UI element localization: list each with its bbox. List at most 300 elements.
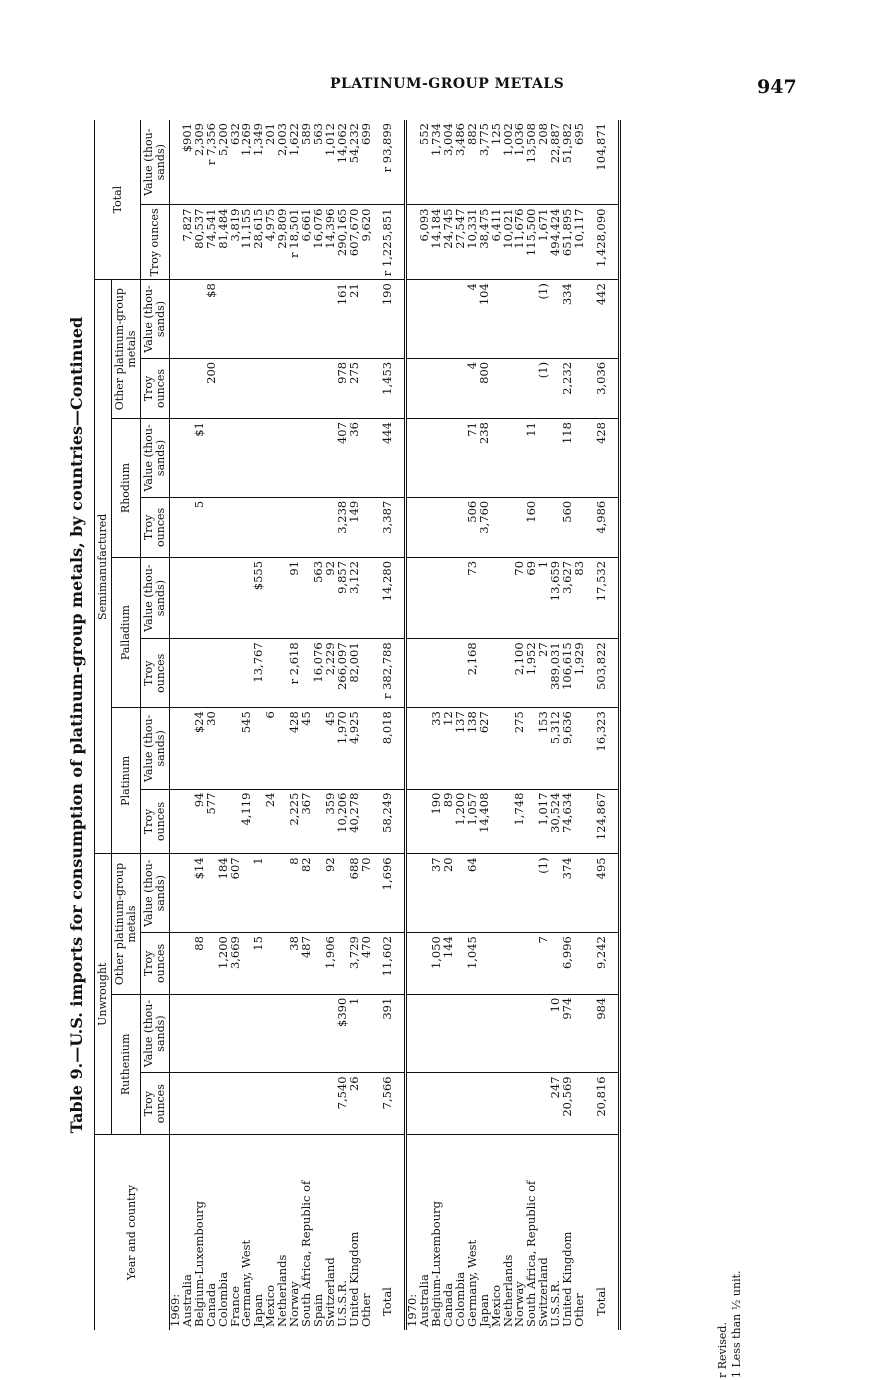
value-cell: [467, 1073, 479, 1135]
value-cell: [361, 419, 373, 498]
value-cell: [313, 358, 325, 418]
value-cell: [253, 280, 265, 359]
value-cell: 4: [467, 358, 479, 418]
value-cell: [361, 708, 373, 789]
country-cell: U.S.S.R.: [334, 1280, 349, 1327]
value-cell: [574, 1073, 586, 1135]
value-cell: 38,475: [479, 205, 491, 280]
value-cell: 13,659: [550, 557, 562, 638]
value-cell: 1,050: [431, 933, 443, 995]
value-cell: 1,017: [538, 789, 550, 854]
country-cell: Colombia: [215, 1271, 230, 1327]
value-cell: 1: [349, 994, 361, 1073]
value-cell: [265, 994, 277, 1073]
value-cell: [313, 994, 325, 1073]
value-cell: [419, 1073, 431, 1135]
value-cell: 20: [443, 854, 455, 933]
value-cell: 29,809: [277, 205, 289, 280]
value-cell: 14,408: [479, 789, 491, 854]
value-cell: 38: [289, 933, 301, 995]
value-cell: [419, 994, 431, 1073]
value-cell: 4,119: [241, 789, 253, 854]
total-value-cell: 444: [372, 419, 405, 498]
value-cell: [503, 419, 515, 498]
value-cell: [241, 497, 253, 557]
value-cell: 2,229: [325, 639, 337, 708]
value-cell: 22,887: [550, 120, 562, 205]
value-cell: 14,396: [325, 205, 337, 280]
total-value-cell: 428: [586, 419, 619, 498]
value-cell: [218, 557, 230, 638]
value-cell: [265, 639, 277, 708]
col-other-pgm-semi: Other platinum-group metals: [112, 280, 141, 419]
unit-troy-ounces: Troy ounces: [141, 205, 170, 280]
value-cell: 54,232: [349, 120, 361, 205]
total-value-cell: r 1,225,851: [372, 205, 405, 280]
value-cell: [182, 358, 194, 418]
value-cell: [277, 419, 289, 498]
value-cell: 69: [526, 557, 538, 638]
value-cell: [361, 1073, 373, 1135]
running-head: PLATINUM-GROUP METALS: [330, 76, 565, 92]
value-cell: [491, 639, 503, 708]
value-cell: [455, 994, 467, 1073]
unit-value-thousands: Value (thou-sands): [141, 419, 170, 498]
total-value-cell: 391: [372, 994, 405, 1073]
value-cell: [289, 994, 301, 1073]
value-cell: [265, 933, 277, 995]
value-cell: 699: [361, 120, 373, 205]
value-cell: [361, 358, 373, 418]
value-cell: [230, 280, 242, 359]
value-cell: 16,076: [313, 205, 325, 280]
value-cell: 24: [265, 789, 277, 854]
value-cell: [431, 639, 443, 708]
value-cell: 8: [289, 854, 301, 933]
value-cell: [301, 1073, 313, 1135]
value-cell: [431, 280, 443, 359]
value-cell: 3,775: [479, 120, 491, 205]
value-cell: [443, 1073, 455, 1135]
value-cell: 149: [349, 497, 361, 557]
country-cell: United Kingdom: [346, 1231, 361, 1327]
unit-value-thousands: Value (thou-sands): [141, 557, 170, 638]
table-row: [218, 120, 230, 1330]
value-cell: 37: [431, 854, 443, 933]
total-value-cell: 16,323: [586, 708, 619, 789]
total-value-cell: 124,867: [586, 789, 619, 854]
value-cell: [182, 557, 194, 638]
value-cell: [491, 497, 503, 557]
value-cell: 13,767: [253, 639, 265, 708]
country-cell: Australia: [417, 1274, 432, 1327]
value-cell: 4,975: [265, 205, 277, 280]
value-cell: 800: [479, 358, 491, 418]
value-cell: 89: [443, 789, 455, 854]
value-cell: 10,331: [467, 205, 479, 280]
value-cell: 1,906: [325, 933, 337, 995]
value-cell: 1,671: [538, 205, 550, 280]
unit-troy-ounces: Troy ounces: [141, 933, 170, 995]
value-cell: [182, 1073, 194, 1135]
value-cell: 1,045: [467, 933, 479, 995]
value-cell: 407: [337, 419, 349, 498]
value-cell: [467, 994, 479, 1073]
col-other-pgm-unwrought: Other platinum-group metals: [112, 854, 141, 994]
value-cell: 27: [538, 639, 550, 708]
value-cell: 2,168: [467, 639, 479, 708]
value-cell: 506: [467, 497, 479, 557]
value-cell: [514, 854, 526, 933]
country-cell: Mexico: [488, 1284, 503, 1327]
value-cell: 184: [218, 854, 230, 933]
value-cell: 1,200: [455, 789, 467, 854]
unit-troy-ounces: Troy ounces: [141, 497, 170, 557]
country-cell: South Africa, Republic of: [298, 1180, 313, 1327]
total-value-cell: 14,280: [372, 557, 405, 638]
value-cell: 1,734: [431, 120, 443, 205]
value-cell: [479, 994, 491, 1073]
value-cell: 6: [265, 708, 277, 789]
value-cell: [491, 708, 503, 789]
total-row: [586, 120, 619, 1330]
country-cell: Spain: [310, 1293, 325, 1327]
value-cell: 15: [253, 933, 265, 995]
value-cell: 470: [361, 933, 373, 995]
value-cell: 4,925: [349, 708, 361, 789]
value-cell: 607,670: [349, 205, 361, 280]
value-cell: 7,540: [337, 1073, 349, 1135]
table-row: [265, 120, 277, 1330]
country-cell: Other: [572, 1293, 586, 1327]
value-cell: 82,001: [349, 639, 361, 708]
value-cell: [443, 994, 455, 1073]
value-cell: [206, 557, 218, 638]
table-row: [349, 120, 361, 1330]
table-row: [574, 120, 586, 1330]
col-ruthenium: Ruthenium: [112, 994, 141, 1134]
value-cell: [491, 933, 503, 995]
value-cell: [206, 994, 218, 1073]
value-cell: 208: [538, 120, 550, 205]
value-cell: 974: [562, 994, 574, 1073]
country-cell: Netherlands: [275, 1254, 290, 1327]
value-cell: [253, 994, 265, 1073]
value-cell: 7,827: [182, 205, 194, 280]
value-cell: [194, 557, 206, 638]
footnote-revised: r Revised.: [716, 1322, 729, 1378]
country-cell: Norway: [512, 1281, 527, 1327]
value-cell: [431, 419, 443, 498]
country-cell: Norway: [287, 1281, 302, 1327]
value-cell: 6,411: [491, 205, 503, 280]
value-cell: [538, 497, 550, 557]
value-cell: [503, 854, 515, 933]
value-cell: 6,661: [301, 205, 313, 280]
value-cell: 607: [230, 854, 242, 933]
value-cell: [253, 358, 265, 418]
value-cell: [313, 280, 325, 359]
value-cell: 28,615: [253, 205, 265, 280]
country-cell: Australia: [179, 1274, 194, 1327]
value-cell: [419, 557, 431, 638]
value-cell: 627: [479, 708, 491, 789]
col-rhodium: Rhodium: [112, 419, 141, 558]
value-cell: 200: [206, 358, 218, 418]
value-cell: 1,952: [526, 639, 538, 708]
value-cell: 577: [206, 789, 218, 854]
value-cell: [491, 358, 503, 418]
value-cell: [230, 1073, 242, 1135]
value-cell: [514, 358, 526, 418]
value-cell: $14: [194, 854, 206, 933]
value-cell: [419, 280, 431, 359]
value-cell: 40,278: [349, 789, 361, 854]
value-cell: [491, 557, 503, 638]
footnote-less-than-half: 1 Less than ½ unit.: [730, 1270, 743, 1378]
value-cell: 20,569: [562, 1073, 574, 1135]
value-cell: [218, 497, 230, 557]
total-value-cell: 1,453: [372, 358, 405, 418]
total-value-cell: r 382,788: [372, 639, 405, 708]
value-cell: [491, 854, 503, 933]
value-cell: [265, 358, 277, 418]
value-cell: 1,200: [218, 933, 230, 995]
value-cell: 11,676: [514, 205, 526, 280]
value-cell: 247: [550, 1073, 562, 1135]
value-cell: [361, 639, 373, 708]
value-cell: [301, 358, 313, 418]
value-cell: 589: [301, 120, 313, 205]
value-cell: [574, 789, 586, 854]
country-cell: Mexico: [263, 1284, 278, 1327]
value-cell: [514, 994, 526, 1073]
value-cell: [206, 419, 218, 498]
unit-value-thousands: Value (thou-sands): [141, 854, 170, 933]
value-cell: 14,062: [337, 120, 349, 205]
value-cell: [313, 419, 325, 498]
value-cell: [361, 789, 373, 854]
value-cell: 104: [479, 280, 491, 359]
value-cell: [253, 497, 265, 557]
country-cell: Switzerland: [322, 1257, 337, 1327]
value-cell: 6,996: [562, 933, 574, 995]
unit-troy-ounces: Troy ounces: [141, 1073, 170, 1135]
total-label: Total: [586, 1135, 619, 1331]
value-cell: [218, 358, 230, 418]
value-cell: [443, 497, 455, 557]
country-cell: Colombia: [452, 1271, 467, 1327]
value-cell: 16,076: [313, 639, 325, 708]
value-cell: 389,031: [550, 639, 562, 708]
value-cell: 10,206: [337, 789, 349, 854]
country-cell: Switzerland: [536, 1257, 551, 1327]
value-cell: 487: [301, 933, 313, 995]
value-cell: [218, 789, 230, 854]
country-cell: Belgium-Luxembourg: [191, 1201, 206, 1327]
country-cell: U.S.S.R.: [548, 1280, 563, 1327]
value-cell: r 18,501: [289, 205, 301, 280]
value-cell: 138: [467, 708, 479, 789]
col-palladium: Palladium: [112, 557, 141, 707]
value-cell: [301, 497, 313, 557]
value-cell: (1): [538, 854, 550, 933]
value-cell: 1: [538, 557, 550, 638]
value-cell: $8: [206, 280, 218, 359]
total-value-cell: 1,696: [372, 854, 405, 933]
value-cell: [301, 419, 313, 498]
value-cell: [289, 419, 301, 498]
value-cell: 275: [349, 358, 361, 418]
value-cell: [526, 1073, 538, 1135]
value-cell: 91: [289, 557, 301, 638]
value-cell: 978: [337, 358, 349, 418]
total-value-cell: 503,822: [586, 639, 619, 708]
value-cell: [313, 1073, 325, 1135]
value-cell: [479, 639, 491, 708]
total-value-cell: 984: [586, 994, 619, 1073]
value-cell: (1): [538, 358, 550, 418]
value-cell: [289, 280, 301, 359]
value-cell: 33: [431, 708, 443, 789]
value-cell: [419, 419, 431, 498]
col-platinum: Platinum: [112, 708, 141, 854]
value-cell: [253, 708, 265, 789]
value-cell: [265, 854, 277, 933]
value-cell: 45: [325, 708, 337, 789]
value-cell: [265, 497, 277, 557]
value-cell: 106,615: [562, 639, 574, 708]
total-value-cell: 20,816: [586, 1073, 619, 1135]
value-cell: [277, 497, 289, 557]
value-cell: 82: [301, 854, 313, 933]
table-row: [241, 120, 253, 1330]
value-cell: 36: [349, 419, 361, 498]
value-cell: 3,627: [562, 557, 574, 638]
total-value-cell: 104,871: [586, 120, 619, 205]
value-cell: 24,745: [443, 205, 455, 280]
value-cell: [514, 1073, 526, 1135]
value-cell: 882: [467, 120, 479, 205]
value-cell: 367: [301, 789, 313, 854]
value-cell: [431, 358, 443, 418]
value-cell: [265, 1073, 277, 1135]
total-value-cell: 17,532: [586, 557, 619, 638]
total-value-cell: 8,018: [372, 708, 405, 789]
total-label: Total: [372, 1135, 405, 1331]
value-cell: [182, 280, 194, 359]
value-cell: 92: [325, 557, 337, 638]
value-cell: 3,669: [230, 933, 242, 995]
value-cell: [361, 497, 373, 557]
value-cell: 71: [467, 419, 479, 498]
value-cell: 5,312: [550, 708, 562, 789]
value-cell: [194, 994, 206, 1073]
value-cell: 2,309: [194, 120, 206, 205]
value-cell: [301, 994, 313, 1073]
value-cell: [503, 497, 515, 557]
value-cell: [230, 358, 242, 418]
value-cell: 266,097: [337, 639, 349, 708]
page-number: 947: [757, 76, 797, 98]
value-cell: [503, 280, 515, 359]
value-cell: [206, 1073, 218, 1135]
value-cell: [574, 497, 586, 557]
country-cell: Belgium-Luxembourg: [429, 1201, 444, 1327]
country-cell: Japan: [251, 1293, 266, 1327]
value-cell: 1,929: [574, 639, 586, 708]
value-cell: 11,155: [241, 205, 253, 280]
value-cell: [491, 1073, 503, 1135]
value-cell: 6,093: [419, 205, 431, 280]
value-cell: 1,002: [503, 120, 515, 205]
value-cell: 1,269: [241, 120, 253, 205]
value-cell: 115,500: [526, 205, 538, 280]
value-cell: 651,895: [562, 205, 574, 280]
value-cell: [443, 557, 455, 638]
value-cell: [241, 419, 253, 498]
value-cell: 3,760: [479, 497, 491, 557]
value-cell: $1: [194, 419, 206, 498]
value-cell: 64: [467, 854, 479, 933]
country-cell: Canada: [203, 1282, 218, 1327]
value-cell: 688: [349, 854, 361, 933]
value-cell: 81,484: [218, 205, 230, 280]
value-cell: 290,165: [337, 205, 349, 280]
total-value-cell: 190: [372, 280, 405, 359]
value-cell: [574, 994, 586, 1073]
total-value-cell: 495: [586, 854, 619, 933]
country-cell: South Africa, Republic of: [524, 1180, 539, 1327]
value-cell: [218, 994, 230, 1073]
value-cell: [443, 639, 455, 708]
value-cell: [289, 1073, 301, 1135]
value-cell: [443, 358, 455, 418]
value-cell: 70: [361, 854, 373, 933]
value-cell: 83: [574, 557, 586, 638]
value-cell: 563: [313, 120, 325, 205]
col-unwrought: Unwrought: [95, 854, 112, 1135]
value-cell: 118: [562, 419, 574, 498]
value-cell: [479, 933, 491, 995]
value-cell: 9,620: [361, 205, 373, 280]
value-cell: [265, 280, 277, 359]
value-cell: 125: [491, 120, 503, 205]
value-cell: 11: [526, 419, 538, 498]
value-cell: 26: [349, 1073, 361, 1135]
value-cell: [301, 280, 313, 359]
value-cell: [479, 854, 491, 933]
value-cell: [218, 1073, 230, 1135]
value-cell: 3,004: [443, 120, 455, 205]
value-cell: [218, 639, 230, 708]
value-cell: [574, 933, 586, 995]
value-cell: [574, 419, 586, 498]
value-cell: 12: [443, 708, 455, 789]
value-cell: 1,748: [514, 789, 526, 854]
table-row: [514, 120, 526, 1330]
table-row: [253, 120, 265, 1330]
value-cell: 5: [194, 497, 206, 557]
value-cell: [241, 994, 253, 1073]
table-row: [491, 120, 503, 1330]
value-cell: 144: [443, 933, 455, 995]
value-cell: [218, 708, 230, 789]
value-cell: [230, 497, 242, 557]
value-cell: 1: [253, 854, 265, 933]
value-cell: [574, 358, 586, 418]
value-cell: 161: [337, 280, 349, 359]
